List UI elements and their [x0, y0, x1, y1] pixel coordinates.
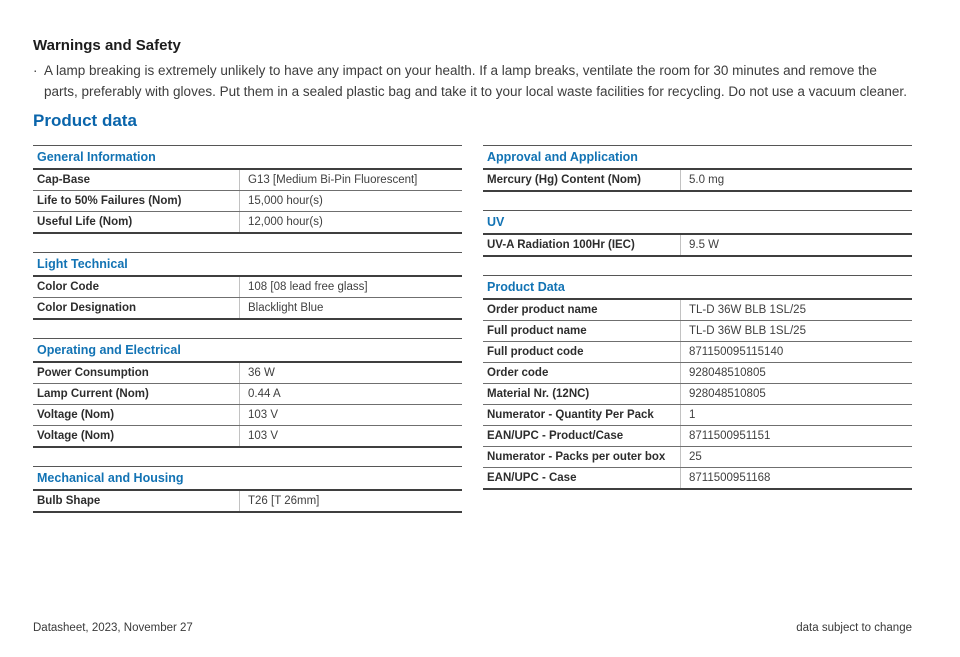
spec-value: TL-D 36W BLB 1SL/25	[680, 300, 912, 320]
bullet-marker: ·	[33, 63, 38, 78]
spec-value: T26 [T 26mm]	[239, 491, 462, 511]
section-heading: General Information	[33, 146, 462, 170]
spec-row	[33, 491, 462, 513]
spec-label: Numerator - Quantity Per Pack	[487, 409, 654, 421]
spec-value: Blacklight Blue	[239, 298, 462, 318]
spec-value: 1	[680, 405, 912, 425]
section-heading: Light Technical	[33, 253, 462, 277]
spec-row	[483, 235, 912, 257]
spec-value: 928048510805	[680, 363, 912, 383]
spec-row	[483, 363, 912, 384]
spec-value: G13 [Medium Bi-Pin Fluorescent]	[239, 170, 462, 190]
spec-row	[33, 384, 462, 405]
section-heading: Approval and Application	[483, 146, 912, 170]
spec-row	[483, 384, 912, 405]
spec-row	[483, 300, 912, 321]
spec-label: Mercury (Hg) Content (Nom)	[487, 174, 641, 186]
spec-row	[483, 468, 912, 490]
spec-label: Life to 50% Failures (Nom)	[37, 195, 182, 207]
spec-label: Material Nr. (12NC)	[487, 388, 590, 400]
section-general-information	[33, 145, 462, 234]
spec-label: EAN/UPC - Product/Case	[487, 430, 624, 442]
section-heading: UV	[483, 211, 912, 235]
spec-row	[483, 405, 912, 426]
footer-datasheet-date: Datasheet, 2023, November 27	[33, 622, 193, 634]
spec-row	[483, 321, 912, 342]
spec-value: 5.0 mg	[680, 170, 912, 190]
section-approval-application	[483, 145, 912, 192]
spec-value: 928048510805	[680, 384, 912, 404]
spec-label: Voltage (Nom)	[37, 430, 115, 442]
spec-value: 9.5 W	[680, 235, 912, 255]
spec-value: 103 V	[239, 405, 462, 425]
datasheet-page	[33, 0, 912, 531]
spec-label: Voltage (Nom)	[37, 409, 115, 421]
spec-label: EAN/UPC - Case	[487, 472, 577, 484]
spec-label: Order product name	[487, 304, 598, 316]
section-heading: Mechanical and Housing	[33, 467, 462, 491]
spec-value: 8711500951168	[680, 468, 912, 488]
product-data-tables	[33, 145, 912, 531]
spec-value: 36 W	[239, 363, 462, 383]
spec-row	[483, 447, 912, 468]
spec-value: 103 V	[239, 426, 462, 446]
spec-row	[33, 277, 462, 298]
spec-row	[483, 342, 912, 363]
spec-value: 25	[680, 447, 912, 467]
footer-data-subject-note: data subject to change	[796, 622, 912, 634]
warning-list-item	[33, 60, 912, 102]
spec-value: 8711500951151	[680, 426, 912, 446]
section-uv	[483, 210, 912, 257]
spec-value: TL-D 36W BLB 1SL/25	[680, 321, 912, 341]
spec-row	[33, 212, 462, 234]
spec-row	[483, 426, 912, 447]
spec-row	[33, 405, 462, 426]
spec-value: 0.44 A	[239, 384, 462, 404]
spec-row	[483, 170, 912, 192]
spec-column-right	[483, 145, 912, 531]
warnings-heading: Warnings and Safety	[33, 37, 181, 54]
section-mechanical-housing	[33, 466, 462, 513]
spec-value: 108 [08 lead free glass]	[239, 277, 462, 297]
spec-row	[33, 170, 462, 191]
spec-label: Power Consumption	[37, 367, 149, 379]
spec-column-left	[33, 145, 462, 531]
spec-label: Order code	[487, 367, 549, 379]
section-operating-electrical	[33, 338, 462, 448]
spec-row	[33, 363, 462, 384]
page-title: Product data	[33, 111, 137, 130]
spec-row	[33, 191, 462, 212]
spec-label: Numerator - Packs per outer box	[487, 451, 666, 463]
spec-value: 15,000 hour(s)	[239, 191, 462, 211]
section-product-data	[483, 275, 912, 490]
spec-label: UV-A Radiation 100Hr (IEC)	[487, 239, 635, 251]
spec-label: Color Code	[37, 281, 99, 293]
spec-row	[33, 298, 462, 320]
spec-label: Useful Life (Nom)	[37, 216, 133, 228]
spec-label: Cap-Base	[37, 174, 91, 186]
spec-label: Lamp Current (Nom)	[37, 388, 149, 400]
spec-label: Bulb Shape	[37, 495, 101, 507]
spec-value: 12,000 hour(s)	[239, 212, 462, 232]
section-heading: Operating and Electrical	[33, 339, 462, 363]
spec-label: Full product name	[487, 325, 587, 337]
spec-row	[33, 426, 462, 448]
spec-value: 871150095115140	[680, 342, 912, 362]
warning-text: A lamp breaking is extremely unlikely to have any impact on your health. If a lamp breaks, ventilate the room for 30 minutes and remove the parts, preferably with gloves. Put them in a sealed plastic bag and take it to your local waste facilities for recycling. Do not use a vacuum cleaner.	[44, 63, 907, 99]
section-heading: Product Data	[483, 276, 912, 300]
section-light-technical	[33, 252, 462, 320]
spec-label: Full product code	[487, 346, 584, 358]
spec-label: Color Designation	[37, 302, 137, 314]
